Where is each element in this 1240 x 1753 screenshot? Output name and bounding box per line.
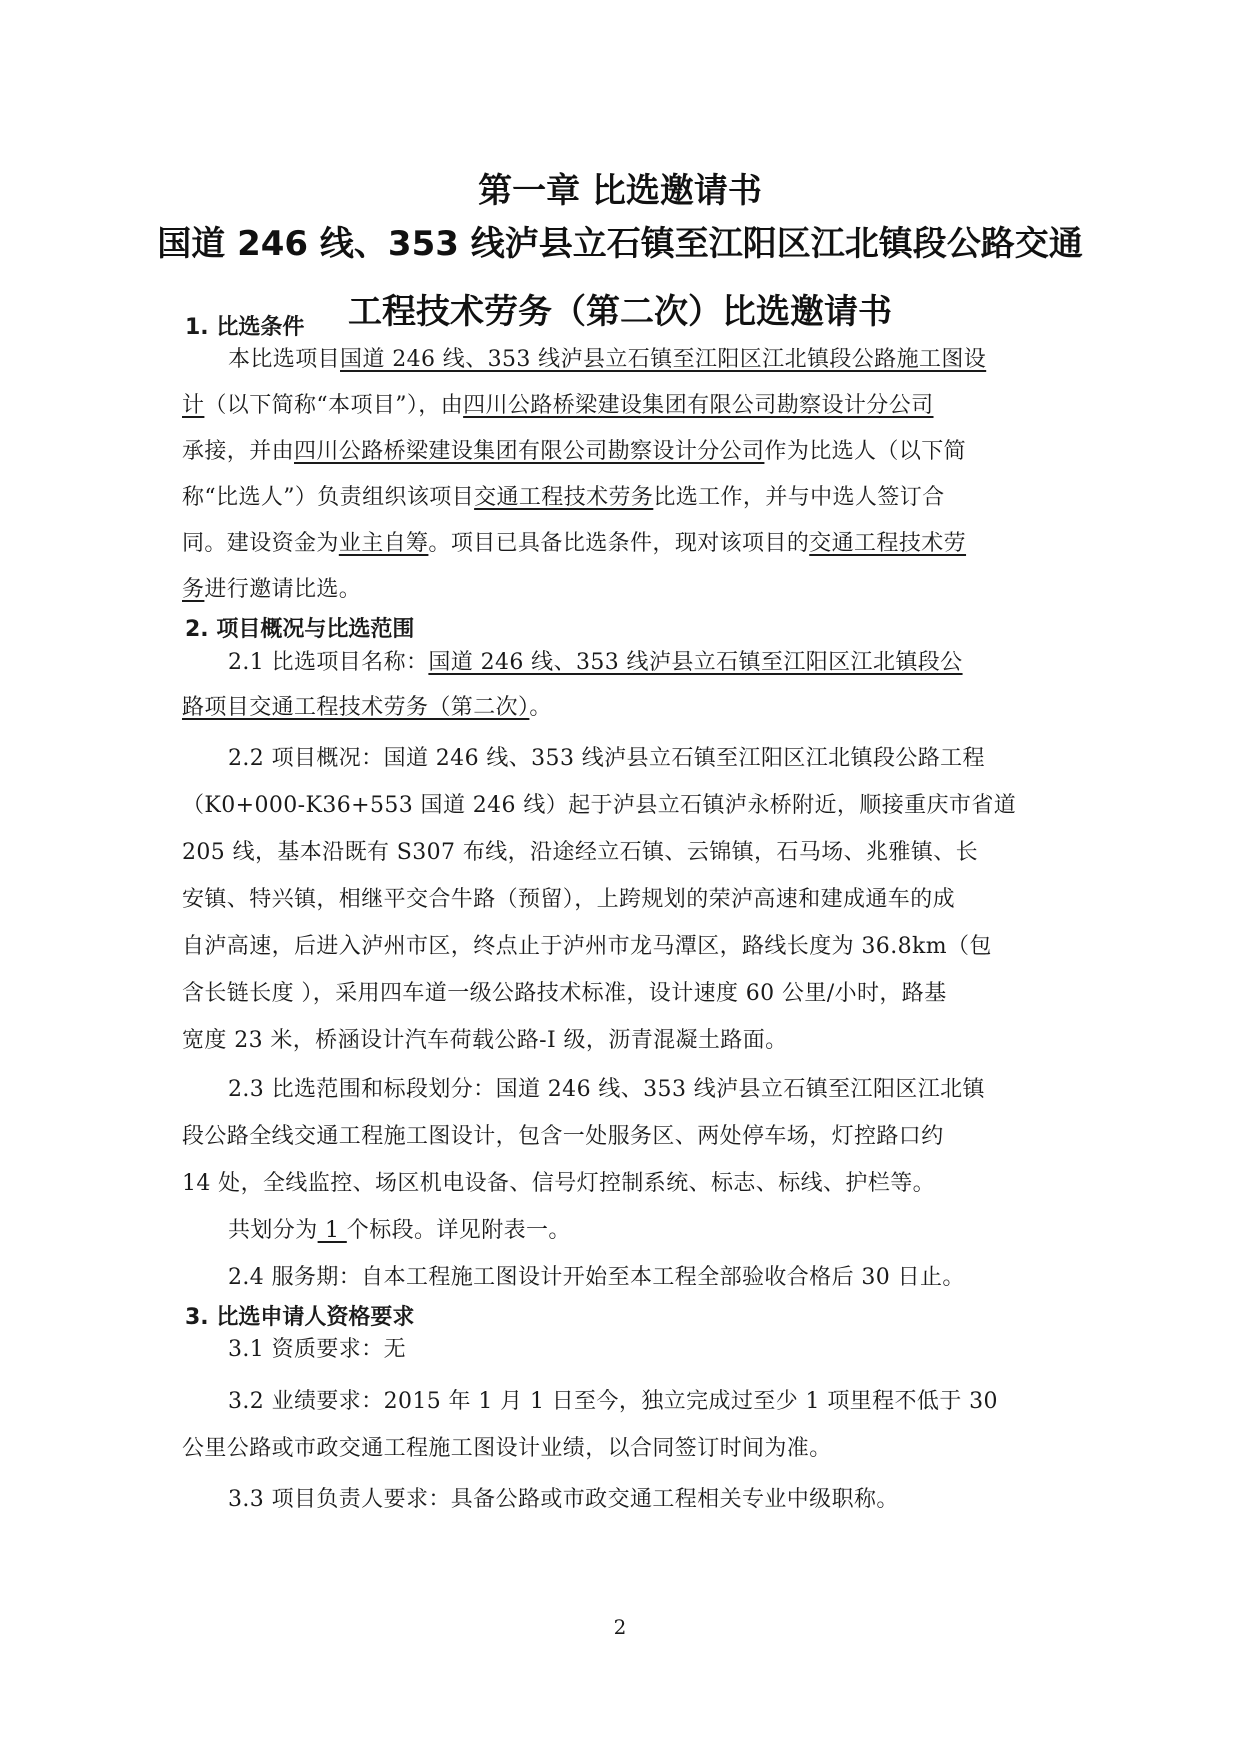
s2-2-line-3: 205 线，基本沿既有 S307 布线，沿途经立石镇、云锦镇，石马场、兆雅镇、长 [182, 840, 979, 865]
s1-line-3: 承接，并由四川公路桥梁建设集团有限公司勘察设计分公司作为比选人（以下简 [182, 439, 967, 464]
s2-2-line-2: （K0+000-K36+553 国道 246 线）起于泸县立石镇泸永桥附近，顺接重庆市省道 [182, 793, 1017, 818]
contractor-name: 四川公路桥梁建设集团有限公司勘察设计分公司 [463, 393, 934, 418]
s2-2-line-5: 自泸高速，后进入泸州市区，终点止于泸州市龙马潭区，路线长度为 36.8km（包 [182, 934, 992, 959]
s2-1-line-2: 路项目交通工程技术劳务（第二次）。 [182, 695, 552, 720]
document-title-line-1: 国道 246 线、353 线泸县立石镇至江阳区江北镇段公路交通 [157, 224, 1083, 264]
s1-line-6: 务进行邀请比选。 [182, 577, 362, 602]
s2-2-line-1: 2.2 项目概况：国道 246 线、353 线泸县立石镇至江阳区江北镇段公路工程 [228, 746, 985, 771]
s1-line-5: 同。建设资金为业主自筹。项目已具备比选条件，现对该项目的交通工程技术劳 [182, 531, 967, 556]
section-2-heading: 2. 项目概况与比选范围 [185, 617, 415, 642]
s3-2-line-2: 公里公路或市政交通工程施工图设计业绩，以合同签订时间为准。 [182, 1436, 832, 1461]
chapter-title: 第一章 比选邀请书 [478, 171, 762, 211]
s2-3-line-1: 2.3 比选范围和标段划分：国道 246 线、353 线泸县立石镇至江阳区江北镇 [228, 1077, 985, 1102]
s2-2-line-6: 含长链长度 ），采用四车道一级公路技术标准，设计速度 60 公里/小时，路基 [182, 981, 947, 1006]
section-count: 1 [317, 1218, 347, 1243]
s2-1-line-1: 2.1 比选项目名称：国道 246 线、353 线泸县立石镇至江阳区江北镇段公 [228, 650, 963, 675]
page-number: 2 [613, 1615, 627, 1639]
s3-3-line: 3.3 项目负责人要求：具备公路或市政交通工程相关专业中级职称。 [228, 1487, 899, 1512]
selector-name: 四川公路桥梁建设集团有限公司勘察设计分公司 [294, 439, 765, 464]
document-title-line-2: 工程技术劳务（第二次）比选邀请书 [348, 292, 892, 332]
s2-3-sections-line: 共划分为 1 个标段。详见附表一。 [228, 1218, 571, 1243]
section-3-heading: 3. 比选申请人资格要求 [185, 1305, 415, 1330]
s2-3-line-3: 14 处，全线监控、场区机电设备、信号灯控制系统、标志、标线、护栏等。 [182, 1171, 935, 1196]
funding-source: 业主自筹 [338, 531, 429, 556]
section-1-heading: 1. 比选条件 [185, 315, 305, 340]
s1-line-2: 计（以下简称“本项目”），由四川公路桥梁建设集团有限公司勘察设计分公司 [182, 393, 934, 418]
s2-4-line: 2.4 服务期：自本工程施工图设计开始至本工程全部验收合格后 30 日止。 [228, 1265, 965, 1290]
s2-2-line-7: 宽度 23 米，桥涵设计汽车荷载公路-I 级，沥青混凝土路面。 [182, 1028, 788, 1053]
s2-3-line-2: 段公路全线交通工程施工图设计，包含一处服务区、两处停车场，灯控路口约 [182, 1124, 944, 1149]
s2-2-line-4: 安镇、特兴镇，相继平交合牛路（预留），上跨规划的荣泸高速和建成通车的成 [182, 887, 956, 912]
s1-line-1: 本比选项目国道 246 线、353 线泸县立石镇至江阳区江北镇段公路施工图设 [228, 347, 987, 372]
s3-1-line: 3.1 资质要求：无 [228, 1337, 406, 1362]
service-name: 交通工程技术劳务 [474, 485, 654, 510]
project-name: 国道 246 线、353 线泸县立石镇至江阳区江北镇段公路施工图设 [340, 347, 987, 372]
s1-line-4: 称“比选人”）负责组织该项目交通工程技术劳务比选工作，并与中选人签订合 [182, 485, 945, 510]
s3-2-line-1: 3.2 业绩要求：2015 年 1 月 1 日至今，独立完成过至少 1 项里程不低于 30 [228, 1389, 998, 1414]
